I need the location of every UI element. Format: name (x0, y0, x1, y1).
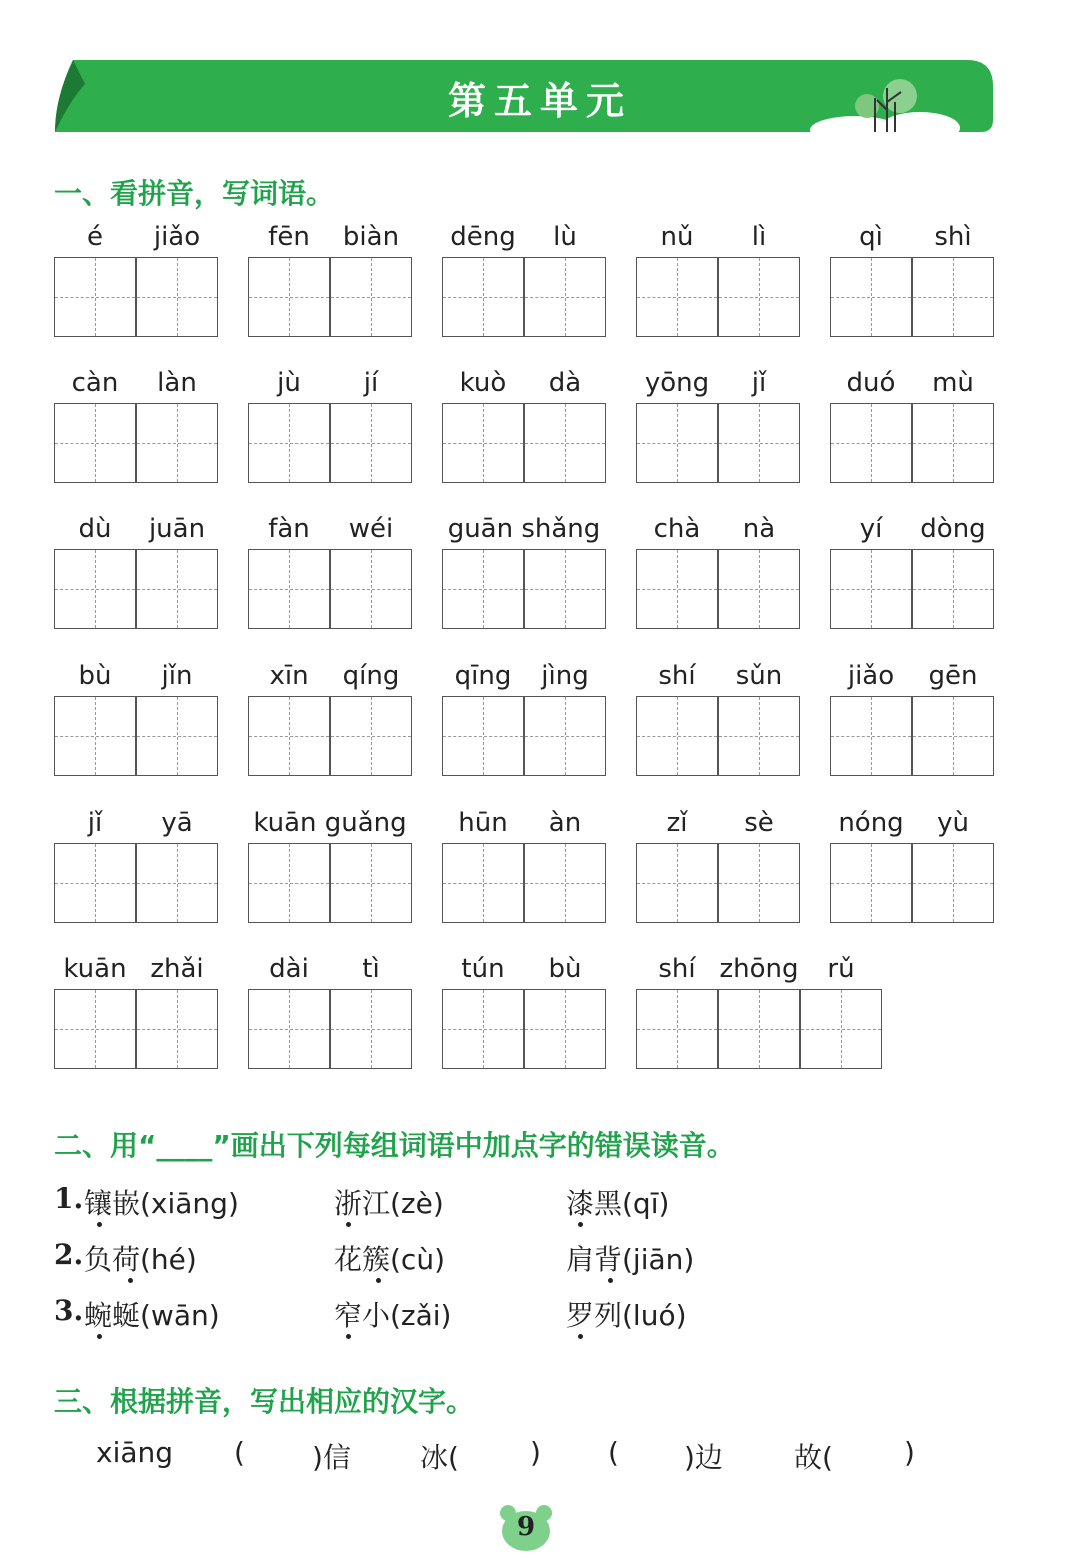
pinyin-label: gēn (928, 661, 978, 691)
writing-box[interactable] (912, 257, 994, 337)
writing-box[interactable] (636, 549, 718, 629)
pinyin-label: yù (937, 808, 969, 838)
pinyin-label: sè (744, 808, 774, 838)
pinyin-label: juān (148, 514, 206, 544)
word-item: 镶嵌(xiāng) (84, 1187, 239, 1220)
writing-box[interactable] (800, 989, 882, 1069)
pinyin-prompt: xiāng (96, 1436, 174, 1469)
pinyin-label: shí (658, 661, 696, 691)
blank-open: ( (234, 1436, 245, 1469)
pinyin-label: chà (653, 514, 701, 544)
emphasis-dot (578, 1222, 583, 1227)
pinyin-label: jiǎo (153, 222, 201, 252)
word-item: 漆黑(qī) (566, 1187, 670, 1220)
emphasis-dot (346, 1334, 351, 1339)
writing-box[interactable] (830, 696, 912, 776)
word-item: 蜿蜒(wān) (84, 1299, 220, 1332)
pinyin-label: shí (658, 954, 696, 984)
section1-heading: 一、看拼音，写词语。 (54, 177, 335, 210)
writing-box[interactable] (54, 696, 136, 776)
blank-close-word: )信 (312, 1441, 351, 1474)
word-item: 窄小(zǎi) (334, 1299, 452, 1332)
pinyin-label: mù (932, 368, 974, 398)
pinyin-label: tì (362, 954, 380, 984)
word-blank-open: 故( (794, 1441, 833, 1474)
pinyin-label: kuò (459, 368, 507, 398)
pinyin-label: dēng (450, 222, 516, 252)
writing-box[interactable] (718, 403, 800, 483)
writing-box[interactable] (248, 696, 330, 776)
pinyin-label: jǐ (87, 808, 103, 838)
word-blank-open: 冰( (420, 1441, 459, 1474)
emphasis-dot (128, 1278, 133, 1283)
writing-box[interactable] (718, 696, 800, 776)
word-item: 花簇(cù) (334, 1243, 445, 1276)
pinyin-label: yōng (644, 368, 710, 398)
writing-box[interactable] (524, 989, 606, 1069)
writing-box[interactable] (54, 403, 136, 483)
writing-box[interactable] (54, 549, 136, 629)
page-number: 9 (516, 1512, 536, 1542)
writing-box[interactable] (330, 989, 412, 1069)
writing-box[interactable] (248, 989, 330, 1069)
writing-box[interactable] (718, 989, 800, 1069)
writing-box[interactable] (330, 843, 412, 923)
pinyin-label: é (87, 222, 103, 252)
writing-box[interactable] (330, 403, 412, 483)
question-number: 1. (54, 1182, 84, 1215)
pinyin-label: jǐ (751, 368, 767, 398)
writing-box[interactable] (912, 549, 994, 629)
writing-box[interactable] (718, 549, 800, 629)
pinyin-label: xīn (269, 661, 309, 691)
pinyin-label: làn (157, 368, 197, 398)
pinyin-label: dù (78, 514, 112, 544)
pinyin-label: jiǎo (847, 661, 895, 691)
pinyin-label: kuān guǎng (253, 808, 407, 838)
pinyin-label: biàn (342, 222, 400, 252)
pinyin-label: zǐ (666, 808, 688, 838)
writing-box[interactable] (718, 843, 800, 923)
emphasis-dot (376, 1278, 381, 1283)
pinyin-label: lì (751, 222, 767, 252)
pinyin-label: dòng (920, 514, 986, 544)
question-number: 3. (54, 1294, 84, 1327)
writing-box[interactable] (912, 696, 994, 776)
writing-box[interactable] (136, 403, 218, 483)
writing-box[interactable] (442, 843, 524, 923)
pinyin-label: qīng (454, 661, 512, 691)
writing-box[interactable] (636, 989, 718, 1069)
pinyin-label: fàn (268, 514, 310, 544)
pinyin-label: guān shǎng (447, 514, 601, 544)
pinyin-label: nóng (838, 808, 904, 838)
pinyin-label: qíng (342, 661, 400, 691)
emphasis-dot (578, 1334, 583, 1339)
writing-box[interactable] (524, 549, 606, 629)
writing-box[interactable] (248, 843, 330, 923)
writing-box[interactable] (136, 696, 218, 776)
pinyin-label: nǔ (660, 222, 694, 252)
writing-box[interactable] (248, 257, 330, 337)
writing-box[interactable] (136, 843, 218, 923)
section3-heading: 三、根据拼音，写出相应的汉字。 (54, 1385, 475, 1418)
writing-box[interactable] (442, 257, 524, 337)
writing-box[interactable] (442, 403, 524, 483)
question-number: 2. (54, 1238, 84, 1271)
pinyin-label: jìng (541, 661, 589, 691)
blank-open: ( (608, 1436, 619, 1469)
writing-box[interactable] (636, 257, 718, 337)
pinyin-label: dà (548, 368, 582, 398)
writing-box[interactable] (636, 843, 718, 923)
writing-box[interactable] (830, 403, 912, 483)
writing-box[interactable] (830, 257, 912, 337)
writing-box[interactable] (136, 989, 218, 1069)
emphasis-dot (608, 1278, 613, 1283)
writing-box[interactable] (442, 989, 524, 1069)
word-item: 罗列(luó) (566, 1299, 687, 1332)
unit-title: 第五单元 (447, 79, 632, 123)
emphasis-dot (346, 1222, 351, 1227)
writing-box[interactable] (524, 257, 606, 337)
pinyin-label: càn (71, 368, 119, 398)
writing-box[interactable] (912, 403, 994, 483)
word-item: 浙江(zè) (334, 1187, 444, 1220)
pinyin-label: jǐn (161, 661, 193, 691)
pinyin-label: yā (161, 808, 193, 838)
pinyin-label: nà (742, 514, 776, 544)
pinyin-label: jù (277, 368, 301, 398)
word-item: 负荷(hé) (84, 1243, 197, 1276)
pinyin-label: duó (846, 368, 896, 398)
writing-box[interactable] (330, 549, 412, 629)
pinyin-label: jí (363, 368, 379, 398)
writing-box[interactable] (248, 403, 330, 483)
blank-close: ) (904, 1436, 915, 1469)
blank-close-word: )边 (684, 1441, 723, 1474)
writing-box[interactable] (54, 843, 136, 923)
writing-box[interactable] (54, 989, 136, 1069)
pinyin-label: yí (859, 514, 883, 544)
writing-box[interactable] (136, 257, 218, 337)
pinyin-label: hūn (458, 808, 508, 838)
writing-box[interactable] (442, 696, 524, 776)
pinyin-label: lù (553, 222, 577, 252)
pinyin-label: rǔ (827, 954, 855, 984)
pinyin-label: fēn (268, 222, 310, 252)
writing-box[interactable] (330, 696, 412, 776)
writing-box[interactable] (248, 549, 330, 629)
writing-box[interactable] (442, 549, 524, 629)
writing-box[interactable] (636, 403, 718, 483)
writing-box[interactable] (912, 843, 994, 923)
pinyin-label: sǔn (735, 661, 783, 691)
pinyin-label: dài (269, 954, 309, 984)
writing-box[interactable] (830, 843, 912, 923)
writing-box[interactable] (330, 257, 412, 337)
pinyin-label: zhōng (719, 954, 799, 984)
pinyin-label: tún (461, 954, 505, 984)
pinyin-label: zhǎi (150, 954, 204, 984)
word-item: 肩背(jiān) (566, 1243, 695, 1276)
writing-box[interactable] (524, 403, 606, 483)
pinyin-label: shì (934, 222, 972, 252)
pinyin-label: wéi (348, 514, 394, 544)
writing-box[interactable] (54, 257, 136, 337)
blank-close: ) (530, 1436, 541, 1469)
pinyin-label: àn (548, 808, 582, 838)
writing-box[interactable] (718, 257, 800, 337)
pinyin-label: kuān (63, 954, 127, 984)
writing-box[interactable] (136, 549, 218, 629)
pinyin-label: bù (548, 954, 582, 984)
pinyin-label: qì (859, 222, 883, 252)
writing-box[interactable] (524, 696, 606, 776)
section2-heading: 二、用“____”画出下列每组词语中加点字的错误读音。 (54, 1129, 735, 1162)
emphasis-dot (97, 1334, 102, 1339)
writing-box[interactable] (636, 696, 718, 776)
emphasis-dot (97, 1222, 102, 1227)
writing-box[interactable] (524, 843, 606, 923)
writing-box[interactable] (830, 549, 912, 629)
pinyin-label: bù (78, 661, 112, 691)
